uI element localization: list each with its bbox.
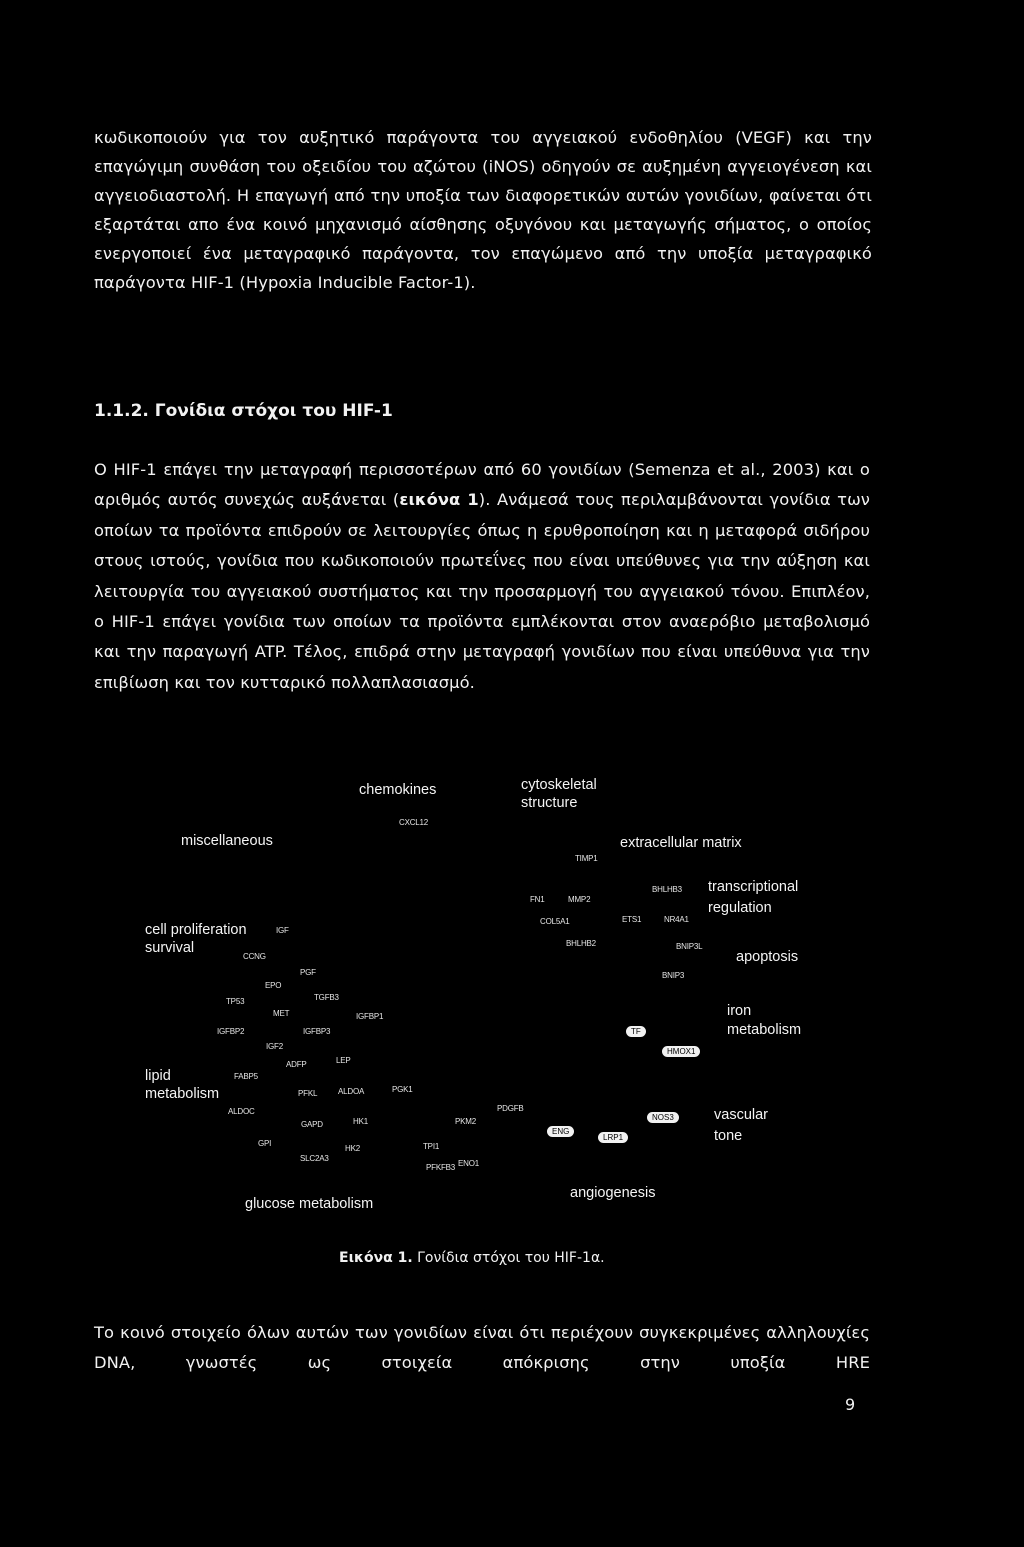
category-transcriptional-2: regulation — [708, 900, 772, 916]
gene-tgfb3: TGFB3 — [314, 993, 339, 1002]
gene-cxcl12: CXCL12 — [399, 818, 429, 827]
paragraph-text-part2: ). Ανάμεσά τους περιλαμβάνονται γονίδια των οποίων τα προϊόντα επιδρούν σε λειτουργίες όπως η ερυθροποίηση και η μεταφορά σιδήρου στους ιστούς, γονίδια που κωδικοποιούν πρωτεΐνες που είναι υπεύθυνες για την αύξηση και λειτουργία του αγγειακού συστήματος και την προσαρμογή του αγγειακού τόνου. Επιπλέον, ο HIF-1 επάγει γονίδια των οποίων τα προϊόντα εμπλέκονται στον αναερόβιο μεταβολισμό και την παραγωγή ATP. Τέλος, επιδρά στην μεταγραφή γονιδίων που είναι υπεύθυνα για την επιβίωση και τον κυτταρικό πολλαπλασιασμό. — [94, 490, 870, 692]
category-cytoskeletal-2: structure — [521, 795, 578, 811]
category-lipid-metabolism: metabolism — [145, 1086, 220, 1102]
gene-met: MET — [273, 1009, 290, 1018]
caption-label: Εικόνα 1. — [339, 1250, 413, 1266]
category-apoptosis: apoptosis — [736, 949, 799, 965]
gene-hmox1: HMOX1 — [662, 1046, 700, 1057]
figure-hif1-target-genes — [0, 760, 1024, 1212]
gene-bnip3l: BNIP3L — [676, 942, 703, 951]
gene-epo: EPO — [265, 981, 282, 990]
gene-pfkl: PFKL — [298, 1089, 318, 1098]
gene-tp53: TP53 — [226, 997, 245, 1006]
gene-tf: TF — [626, 1026, 646, 1037]
gene-pfkfb3: PFKFB3 — [426, 1163, 456, 1172]
gene-pgk1: PGK1 — [392, 1085, 413, 1094]
gene-col5a1: COL5A1 — [540, 917, 570, 926]
gene-gpi: GPI — [258, 1139, 272, 1148]
category-miscellaneous: miscellaneous — [181, 833, 273, 849]
section-heading: 1.1.2. Γονίδια στόχοι του HIF-1 — [94, 401, 393, 421]
paragraph-target-genes — [94, 455, 870, 698]
gene-aldoc: ALDOC — [228, 1107, 255, 1116]
caption-text: Γονίδια στόχοι του HIF-1α. — [412, 1250, 605, 1266]
gene-bnip3: BNIP3 — [662, 971, 685, 980]
gene-aldoa: ALDOA — [338, 1087, 365, 1096]
page-number: 9 — [845, 1395, 856, 1414]
gene-hk2: HK2 — [345, 1144, 360, 1153]
category-glucose-metabolism: glucose metabolism — [245, 1196, 374, 1212]
gene-timp1: TIMP1 — [575, 854, 598, 863]
paragraph-intro: κωδικοποιούν για τον αυξητικό παράγοντα του αγγειακού ενδοθηλίου (VEGF) και την επαγώγιμη συνθάση του οξειδίου του αζώτου (iNOS) οδηγούν σε αυξημένη αγγειογένεση και αγγειοδιαστολή. Η επαγωγή από την υποξία των διαφορετικών αυτών γονιδίων, φαίνεται ότι εξαρτάται απο ένα κοινό μηχανισμό αίσθησης οξυγόνου και μεταγωγής σήματος, ο οποίος ενεργοποιεί ένα μεταγραφικό παράγοντα, τον επαγώμενο από την υποξία μεταγραφικό παράγοντα HIF-1 (Hypoxia Inducible Factor-1). — [94, 128, 872, 293]
category-survival: survival — [145, 940, 195, 956]
gene-igf2: IGF2 — [266, 1042, 283, 1051]
gene-bhlhb3: BHLHB3 — [652, 885, 682, 894]
gene-igfbp3: IGFBP3 — [303, 1027, 331, 1036]
gene-nos3: NOS3 — [647, 1112, 679, 1123]
gene-pdgfb: PDGFB — [497, 1104, 524, 1113]
paragraph-common-element: Το κοινό στοιχείο όλων αυτών των γονιδίων είναι ότι περιέχουν συγκεκριμένες αλληλουχίες DNA, γνωστές ως στοιχεία απόκρισης στην υποξία HRE — [94, 1323, 870, 1373]
gene-nr4a1: NR4A1 — [664, 915, 689, 924]
gene-gapd: GAPD — [301, 1120, 323, 1129]
gene-pgf: PGF — [300, 968, 316, 977]
category-cell-proliferation: cell proliferation — [145, 922, 247, 938]
gene-fabp5: FABP5 — [234, 1072, 258, 1081]
category-transcriptional: transcriptional — [708, 879, 799, 895]
gene-lrp1: LRP1 — [598, 1132, 628, 1143]
gene-igfbp1: IGFBP1 — [356, 1012, 384, 1021]
gene-mmp2: MMP2 — [568, 895, 591, 904]
gene-eno1: ENO1 — [458, 1159, 479, 1168]
category-iron: iron — [727, 1003, 752, 1019]
gene-eng: ENG — [547, 1126, 574, 1137]
gene-slc2a3: SLC2A3 — [300, 1154, 329, 1163]
category-lipid: lipid — [145, 1068, 171, 1084]
category-angiogenesis: angiogenesis — [570, 1185, 656, 1201]
figure-reference: εικόνα 1 — [399, 490, 479, 510]
gene-bhlhb2: BHLHB2 — [566, 939, 596, 948]
category-extracellular-matrix: extracellular matrix — [620, 835, 742, 851]
gene-igf: IGF — [276, 926, 289, 935]
gene-ccng: CCNG — [243, 952, 266, 961]
gene-lep: LEP — [336, 1056, 351, 1065]
category-vascular: vascular — [714, 1107, 768, 1123]
category-cytoskeletal: cytoskeletal — [521, 777, 597, 793]
paragraph-text-part1: Ο HIF-1 επάγει την μεταγραφή περισσοτέρων από 60 γονιδίων (Semenza et al., 2003) και ο αριθμός αυτός συνεχώς αυξάνεται ( — [94, 460, 870, 510]
gene-ets1: ETS1 — [622, 915, 642, 924]
gene-tpi1: TPI1 — [423, 1142, 440, 1151]
gene-adfp: ADFP — [286, 1060, 307, 1069]
gene-igfbp2: IGFBP2 — [217, 1027, 245, 1036]
category-iron-metabolism: metabolism — [727, 1022, 802, 1038]
category-chemokines: chemokines — [359, 782, 437, 798]
category-vascular-tone: tone — [714, 1128, 743, 1144]
figure-caption — [339, 1250, 605, 1266]
gene-hk1: HK1 — [353, 1117, 368, 1126]
gene-fn1: FN1 — [530, 895, 545, 904]
gene-pkm2: PKM2 — [455, 1117, 476, 1126]
